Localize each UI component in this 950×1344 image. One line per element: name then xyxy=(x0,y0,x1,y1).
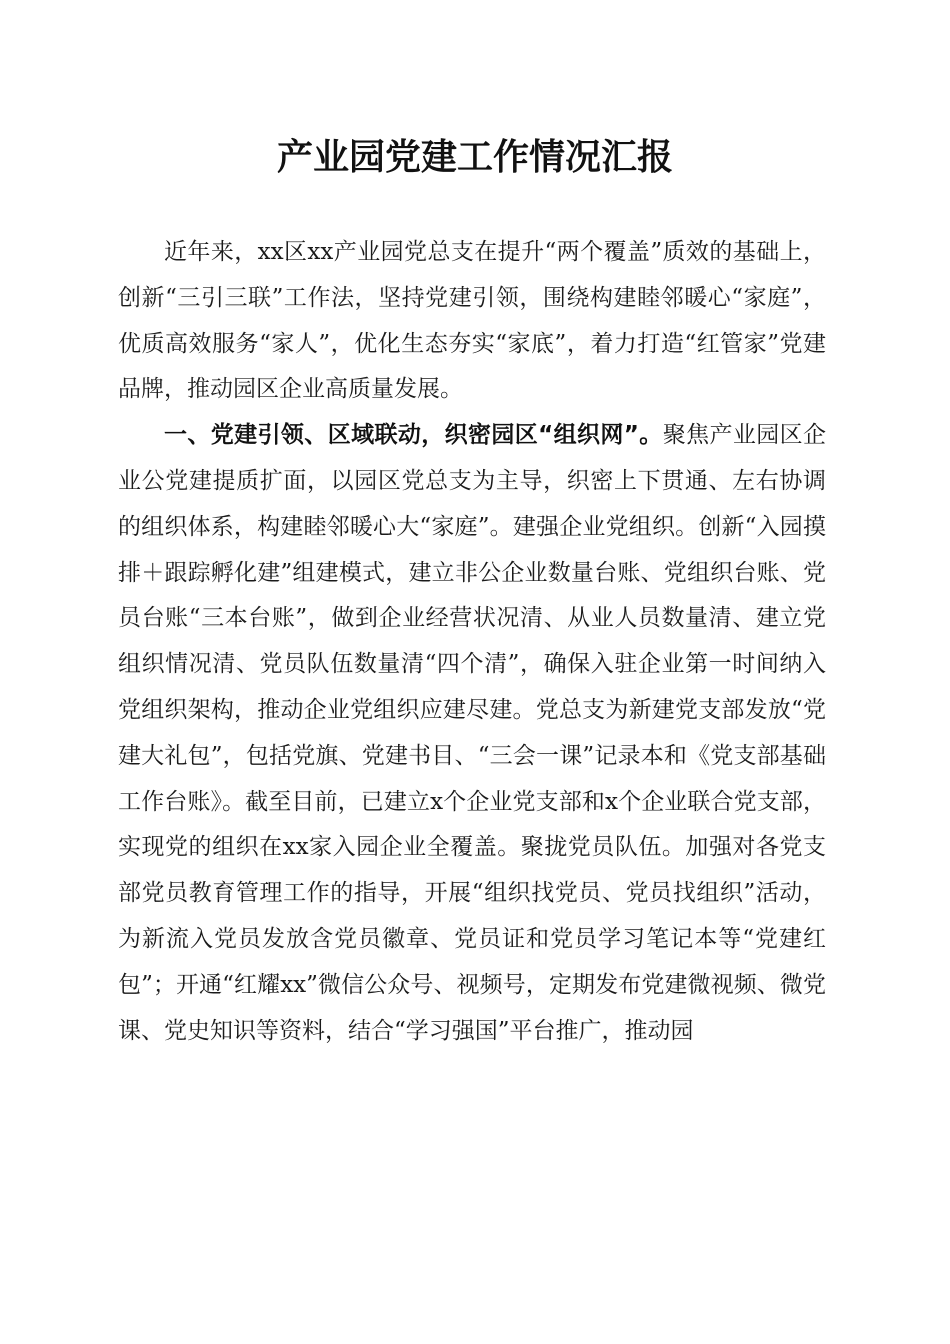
document-body xyxy=(118,230,826,1054)
section-1-paragraph xyxy=(118,413,826,1054)
section-1-text: 聚焦产业园区企业公党建提质扩面，以园区党总支为主导，织密上下贯通、左右协调的组织体系，构建睦邻暖心大“家庭”。建强企业党组织。创新“入园摸排＋跟踪孵化建”组建模式，建立非公企业数量台账、党组织台账、党员台账“三本台账”，做到企业经营状况清、从业人员数量清、建立党组织情况清、党员队伍数量清“四个清”，确保入驻企业第一时间纳入党组织架构，推动企业党组织应建尽建。党总支为新建党支部发放“党建大礼包”，包括党旗、党建书目、“三会一课”记录本和《党支部基础工作台账》。截至目前，已建立x个企业党支部和x个企业联合党支部，实现党的组织在xx家入园企业全覆盖。聚拢党员队伍。加强对各党支部党员教育管理工作的指导，开展“组织找党员、党员找组织”活动，为新流入党员发放含党员徽章、党员证和党员学习笔记本等“党建红包”；开通“红耀xx”微信公众号、视频号，定期发布党建微视频、微党课、党史知识等资料，结合“学习强国”平台推广，推动园 xyxy=(118,422,827,1044)
document-title: 产业园党建工作情况汇报 xyxy=(276,136,673,178)
intro-paragraph: 近年来，xx区xx产业园党总支在提升“两个覆盖”质效的基础上，创新“三引三联”工作法，坚持党建引领，围绕构建睦邻暖心“家庭”，优质高效服务“家人”，优化生态夯实“家底”，着力打造“红管家”党建品牌，推动园区企业高质量发展。 xyxy=(118,239,826,403)
section-1-heading: 一、党建引领、区域联动，织密园区“组织网”。 xyxy=(164,422,663,449)
